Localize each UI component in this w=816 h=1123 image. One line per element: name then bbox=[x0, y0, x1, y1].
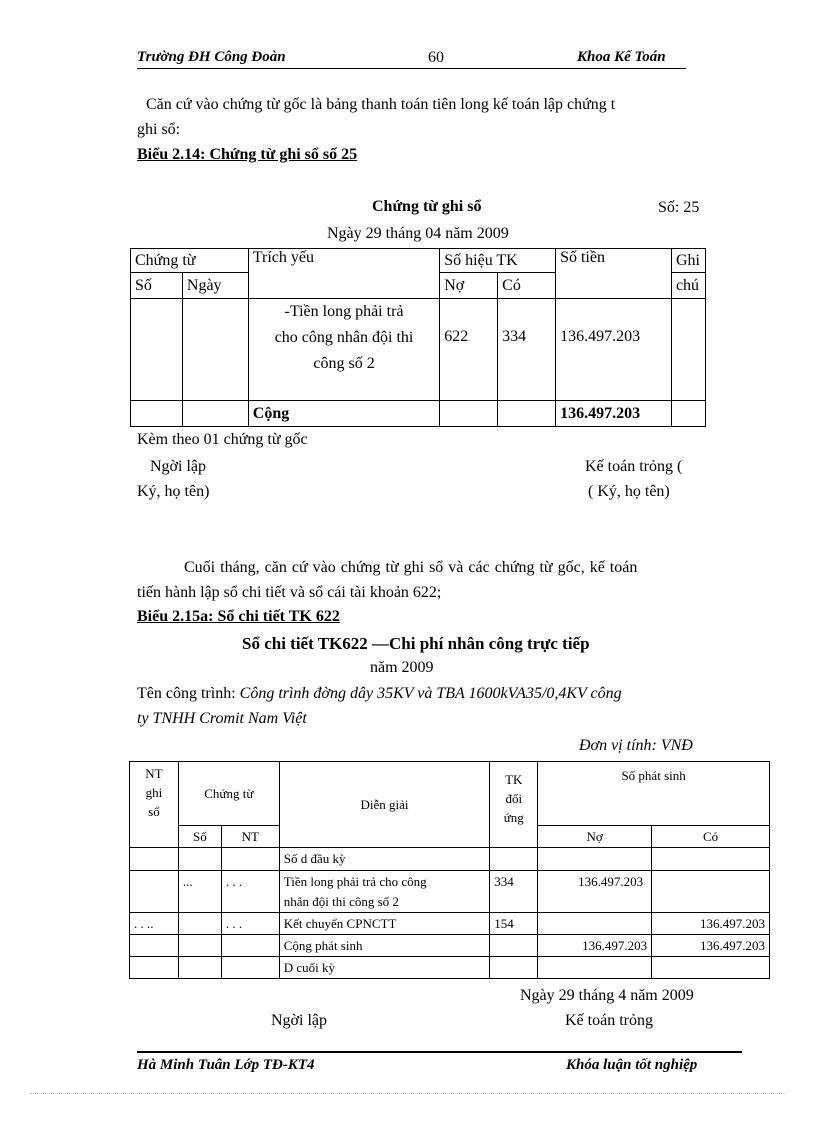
sct-cell: 136.497.203 bbox=[538, 935, 652, 957]
ctgs-desc-2: cho công nhân đội thi bbox=[274, 329, 414, 346]
sct-cell bbox=[221, 957, 279, 979]
sct-h-dien-giai: Diễn giải bbox=[279, 762, 490, 848]
sct-title: Sổ chi tiết TK622 —Chi phí nhân công trực tiếp bbox=[242, 634, 590, 653]
sct-cell bbox=[178, 848, 221, 871]
sct-desc-2: nhân đội thi công số 2 bbox=[283, 894, 399, 909]
sct-desc-1: Tiền long phải trả cho công bbox=[283, 874, 427, 889]
ctgs-h-chu: chú bbox=[671, 273, 705, 299]
sct-h-tk bbox=[490, 762, 538, 848]
ctgs-total-amount: 136.497.203 bbox=[556, 401, 672, 427]
ctgs-desc-1: -Tiền long phải trả bbox=[284, 303, 404, 320]
sct-h-tk-3: ứng bbox=[503, 810, 524, 825]
sct-cell: 154 bbox=[490, 913, 538, 935]
ctgs-h-co: Có bbox=[498, 273, 556, 299]
sct-cell: 136.497.203 bbox=[538, 871, 652, 913]
sct-date: Ngày 29 tháng 4 năm 2009 bbox=[520, 987, 694, 1004]
ctgs-cell bbox=[131, 299, 183, 401]
sct-cell bbox=[538, 848, 652, 871]
sct-cell: ... bbox=[178, 871, 221, 913]
page-edge-dotted-line bbox=[30, 1093, 786, 1094]
ctgs-number: Số: 25 bbox=[658, 199, 700, 216]
sct-cell: Cộng phát sinh bbox=[279, 935, 490, 957]
ctgs-cell bbox=[671, 401, 705, 427]
sct-h-so: Số bbox=[178, 826, 221, 848]
sct-cell: D cuối kỳ bbox=[279, 957, 490, 979]
sct-accountant: Kế toán trỏng bbox=[565, 1012, 653, 1029]
table-row bbox=[130, 935, 770, 957]
sct-h-nt bbox=[130, 762, 179, 848]
ctgs-cell bbox=[182, 401, 248, 427]
sct-cell: 136.497.203 bbox=[652, 913, 770, 935]
ctgs-date: Ngày 29 tháng 04 năm 2009 bbox=[327, 225, 509, 242]
sct-cell bbox=[130, 871, 179, 913]
sct-cell: . . .. bbox=[130, 913, 179, 935]
ctgs-h-trich-yeu: Trích yếu bbox=[248, 249, 439, 299]
ctgs-row-no: 622 bbox=[440, 299, 498, 401]
ctgs-h-so-hieu-tk: Số hiệu TK bbox=[440, 249, 556, 273]
sct-cell bbox=[130, 935, 179, 957]
ctgs-row-co: 334 bbox=[498, 299, 556, 401]
header-school: Trường ĐH Công Đoàn bbox=[137, 49, 286, 65]
ctgs-row-desc bbox=[248, 299, 439, 401]
sct-project-line-2: ty TNHH Cromit Nam Việt bbox=[137, 710, 307, 727]
ctgs-preparer: Ngời lập bbox=[150, 458, 207, 475]
sct-h-co: Có bbox=[652, 826, 770, 848]
sct-h-chung-tu: Chứng từ bbox=[178, 762, 279, 826]
sct-cell bbox=[652, 871, 770, 913]
para2-line-2: tiến hành lập sổ chi tiết và sổ cái tài khoản 622; bbox=[137, 584, 442, 601]
sct-cell: Kết chuyển CPNCTT bbox=[279, 913, 490, 935]
ctgs-title: Chứng từ ghi sổ bbox=[372, 198, 482, 215]
ctgs-h-ghi: Ghi bbox=[671, 249, 705, 273]
table-row bbox=[130, 913, 770, 935]
ctgs-cell bbox=[671, 299, 705, 401]
sct-cell bbox=[490, 848, 538, 871]
sct-table bbox=[129, 761, 770, 979]
sct-cell bbox=[538, 957, 652, 979]
sct-h-ntc: NT bbox=[221, 826, 279, 848]
sct-cell bbox=[221, 935, 279, 957]
ctgs-h-so-tien: Số tiền bbox=[556, 249, 672, 299]
sct-cell bbox=[221, 848, 279, 871]
sct-h-nt-1: NT bbox=[145, 766, 163, 781]
header-faculty: Khoa Kế Toán bbox=[577, 49, 666, 65]
footer-author: Hà Minh Tuân Lớp TĐ-KT4 bbox=[137, 1057, 315, 1073]
sct-cell bbox=[130, 957, 179, 979]
sct-row-desc bbox=[279, 871, 490, 913]
ctgs-h-chung-tu: Chứng từ bbox=[131, 249, 249, 273]
sct-h-nt-3: sổ bbox=[148, 804, 160, 819]
ctgs-accountant: Kế toán trỏng ( bbox=[585, 458, 683, 475]
para2-line-1: Cuối tháng, căn cứ vào chứng từ ghi sổ và các chứng từ gốc, kế toán bbox=[184, 559, 638, 576]
sct-cell: . . . bbox=[221, 871, 279, 913]
ctgs-accountant-sig: ( Ký, họ tên) bbox=[588, 483, 670, 500]
sct-preparer: Ngời lập bbox=[271, 1012, 328, 1029]
sct-cell bbox=[178, 913, 221, 935]
sct-project-name: Công trình đờng dây 35KV và TBA 1600kVA35/0,4KV công bbox=[239, 685, 622, 702]
footer-rule bbox=[137, 1051, 742, 1053]
page-number: 60 bbox=[428, 49, 444, 66]
sct-cell: 334 bbox=[490, 871, 538, 913]
sct-project-line-1 bbox=[137, 685, 622, 703]
footer-thesis: Khóa luận tốt nghiệp bbox=[566, 1057, 698, 1073]
sct-h-nt-2: ghi bbox=[145, 785, 163, 800]
ctgs-cell bbox=[498, 401, 556, 427]
sct-cell bbox=[490, 935, 538, 957]
ctgs-h-no: Nợ bbox=[440, 273, 498, 299]
sct-h-so-phat-sinh: Số phát sinh bbox=[538, 762, 770, 826]
sct-year: năm 2009 bbox=[370, 659, 434, 676]
ctgs-attach: Kèm theo 01 chứng từ gốc bbox=[137, 431, 308, 448]
intro-line-2: ghi sổ: bbox=[137, 121, 181, 138]
sct-cell bbox=[178, 957, 221, 979]
ctgs-desc-3: công số 2 bbox=[313, 355, 375, 372]
sct-cell: . . . bbox=[221, 913, 279, 935]
sct-cell bbox=[652, 957, 770, 979]
ctgs-row-amount: 136.497.203 bbox=[556, 299, 672, 401]
sct-cell bbox=[178, 935, 221, 957]
sct-cell bbox=[130, 848, 179, 871]
bieu-215-title: Biểu 2.15a: Sổ chi tiết TK 622 bbox=[137, 608, 340, 625]
header-rule bbox=[137, 68, 686, 69]
ctgs-preparer-sig: Ký, họ tên) bbox=[137, 483, 210, 500]
table-row bbox=[130, 871, 770, 913]
sct-h-tk-1: TK bbox=[505, 772, 523, 787]
sct-cell bbox=[652, 848, 770, 871]
sct-h-no: Nợ bbox=[538, 826, 652, 848]
ctgs-cell bbox=[131, 401, 183, 427]
sct-cell: Số d đầu kỳ bbox=[279, 848, 490, 871]
ctgs-cell bbox=[182, 299, 248, 401]
table-row bbox=[130, 848, 770, 871]
sct-cell bbox=[538, 913, 652, 935]
sct-unit: Đơn vị tính: VNĐ bbox=[579, 737, 693, 754]
sct-cell bbox=[490, 957, 538, 979]
sct-project-label: Tên công trình: bbox=[137, 685, 240, 702]
sct-h-tk-2: đối bbox=[505, 791, 523, 806]
sct-cell: 136.497.203 bbox=[652, 935, 770, 957]
table-row bbox=[130, 957, 770, 979]
bieu-214-title: Biểu 2.14: Chứng từ ghi sổ số 25 bbox=[137, 146, 358, 163]
ctgs-table bbox=[130, 248, 706, 427]
intro-line-1: Căn cứ vào chứng từ gốc là bảng thanh toán tiên long kế toán lập chứng t bbox=[146, 96, 616, 113]
ctgs-cell bbox=[440, 401, 498, 427]
ctgs-h-so: Số bbox=[131, 273, 183, 299]
ctgs-total-label: Cộng bbox=[248, 401, 439, 427]
ctgs-h-ngay: Ngày bbox=[182, 273, 248, 299]
